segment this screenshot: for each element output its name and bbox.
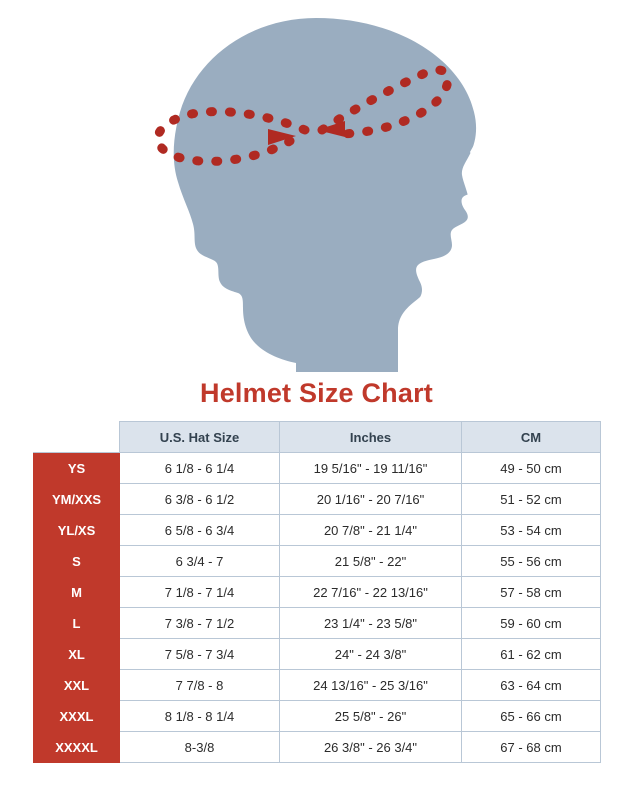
row-hat-size: 6 5/8 - 6 3/4: [120, 515, 280, 546]
row-inches: 26 3/8" - 26 3/4": [280, 732, 462, 763]
column-header-cm: CM: [462, 422, 601, 453]
row-hat-size: 6 3/4 - 7: [120, 546, 280, 577]
table-body: [34, 453, 601, 763]
row-hat-size: 6 3/8 - 6 1/2: [120, 484, 280, 515]
row-size-label: XL: [34, 639, 120, 670]
row-size-label: YS: [34, 453, 120, 484]
row-inches: 24" - 24 3/8": [280, 639, 462, 670]
head-illustration: [0, 0, 633, 372]
row-inches: 24 13/16" - 25 3/16": [280, 670, 462, 701]
column-header-inches: Inches: [280, 422, 462, 453]
row-cm: 55 - 56 cm: [462, 546, 601, 577]
row-cm: 57 - 58 cm: [462, 577, 601, 608]
row-size-label: XXXL: [34, 701, 120, 732]
row-inches: 21 5/8" - 22": [280, 546, 462, 577]
table-row: [34, 515, 601, 546]
row-size-label: YL/XS: [34, 515, 120, 546]
table-row: [34, 453, 601, 484]
row-inches: 23 1/4" - 23 5/8": [280, 608, 462, 639]
row-cm: 53 - 54 cm: [462, 515, 601, 546]
row-cm: 67 - 68 cm: [462, 732, 601, 763]
row-cm: 61 - 62 cm: [462, 639, 601, 670]
row-size-label: L: [34, 608, 120, 639]
row-size-label: YM/XXS: [34, 484, 120, 515]
row-inches: 20 7/8" - 21 1/4": [280, 515, 462, 546]
column-header-us-hat-size: U.S. Hat Size: [120, 422, 280, 453]
size-chart-table: [33, 421, 601, 763]
row-inches: 22 7/16" - 22 13/16": [280, 577, 462, 608]
table-row: [34, 639, 601, 670]
table-header: [34, 422, 601, 453]
row-cm: 59 - 60 cm: [462, 608, 601, 639]
table-row: [34, 701, 601, 732]
row-inches: 20 1/16" - 20 7/16": [280, 484, 462, 515]
row-hat-size: 7 7/8 - 8: [120, 670, 280, 701]
table-row: [34, 484, 601, 515]
row-cm: 51 - 52 cm: [462, 484, 601, 515]
row-size-label: XXL: [34, 670, 120, 701]
row-cm: 49 - 50 cm: [462, 453, 601, 484]
row-hat-size: 7 1/8 - 7 1/4: [120, 577, 280, 608]
row-size-label: M: [34, 577, 120, 608]
row-inches: 19 5/16" - 19 11/16": [280, 453, 462, 484]
row-cm: 63 - 64 cm: [462, 670, 601, 701]
table-row: [34, 608, 601, 639]
row-inches: 25 5/8" - 26": [280, 701, 462, 732]
row-hat-size: 8-3/8: [120, 732, 280, 763]
row-cm: 65 - 66 cm: [462, 701, 601, 732]
size-chart-container: [0, 421, 633, 763]
row-hat-size: 8 1/8 - 8 1/4: [120, 701, 280, 732]
table-row: [34, 546, 601, 577]
table-row: [34, 670, 601, 701]
table-row: [34, 732, 601, 763]
table-row: [34, 577, 601, 608]
row-hat-size: 7 5/8 - 7 3/4: [120, 639, 280, 670]
head-profile-icon: [0, 0, 633, 372]
page-title: Helmet Size Chart: [200, 378, 433, 408]
row-hat-size: 7 3/8 - 7 1/2: [120, 608, 280, 639]
row-size-label: XXXXL: [34, 732, 120, 763]
row-hat-size: 6 1/8 - 6 1/4: [120, 453, 280, 484]
row-size-label: S: [34, 546, 120, 577]
column-header-size: [34, 422, 120, 453]
table-header-row: [34, 422, 601, 453]
